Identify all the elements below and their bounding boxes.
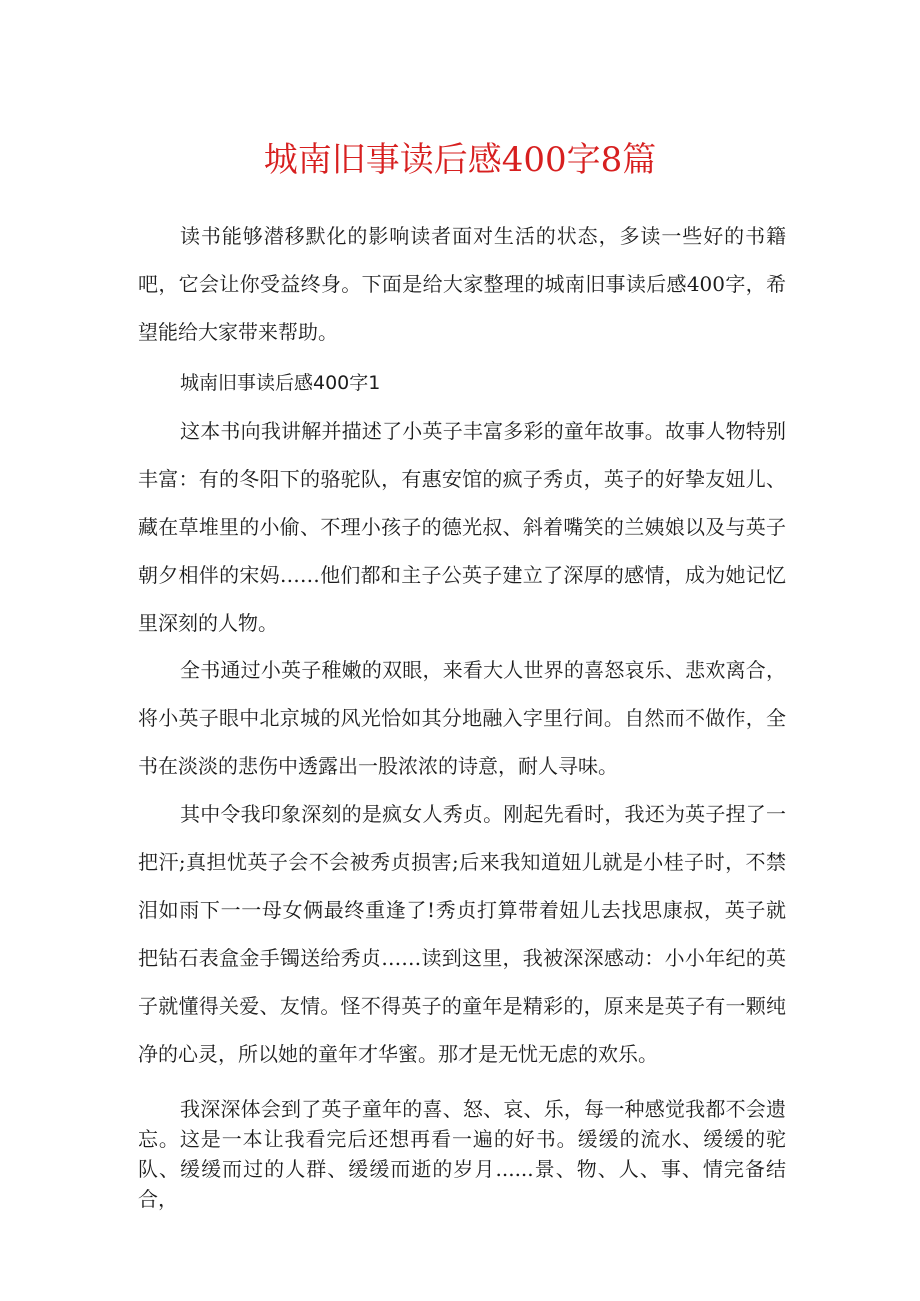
body-paragraph-3: 其中令我印象深刻的是疯女人秀贞。刚起先看时，我还为英子捏了一把汗;真担忧英子会不会被秀贞损害;后来我知道妞儿就是小桂子时，不禁泪如雨下一一母女俩最终重逢了!秀贞打算带着妞儿去找思康叔，英子就把钻石表盒金手镯送给秀贞……读到这里，我被深深感动：小小年纪的英子就懂得关爱、友情。怪不得英子的童年是精彩的，原来是英子有一颗纯净的心灵，所以她的童年才华蜜。那才是无忧无虑的欢乐。 [138, 802, 786, 1066]
section-heading: 城南旧事读后感400字1 [180, 372, 381, 394]
body-paragraph-1: 这本书向我讲解并描述了小英子丰富多彩的童年故事。故事人物特别丰富：有的冬阳下的骆驼队，有惠安馆的疯子秀贞，英子的好挚友妞儿、藏在草堆里的小偷、不理小孩子的德光叔、斜着嘴笑的兰姨娘以及与英子朝夕相伴的宋妈……他们都和主子公英子建立了深厚的感情，成为她记忆里深刻的人物。 [138, 419, 786, 635]
intro-paragraph: 读书能够潜移默化的影响读者面对生活的状态，多读一些好的书籍吧，它会让你受益终身。下面是给大家整理的城南旧事读后感400字，希望能给大家带来帮助。 [138, 224, 786, 344]
document-title: 城南旧事读后感400字8篇 [263, 140, 657, 180]
body-paragraph-2: 全书通过小英子稚嫩的双眼，来看大人世界的喜怒哀乐、悲欢离合，将小英子眼中北京城的风光恰如其分地融入字里行间。自然而不做作，全书在淡淡的悲伤中透露出一股浓浓的诗意，耐人寻味。 [138, 658, 786, 778]
body-paragraph-4: 我深深体会到了英子童年的喜、怒、哀、乐，每一种感觉我都不会遗忘。这是一本让我看完后还想再看一遍的好书。缓缓的流水、缓缓的驼队、缓缓而过的人群、缓缓而逝的岁月......景、物、人、事、情完备结合， [138, 1097, 786, 1211]
